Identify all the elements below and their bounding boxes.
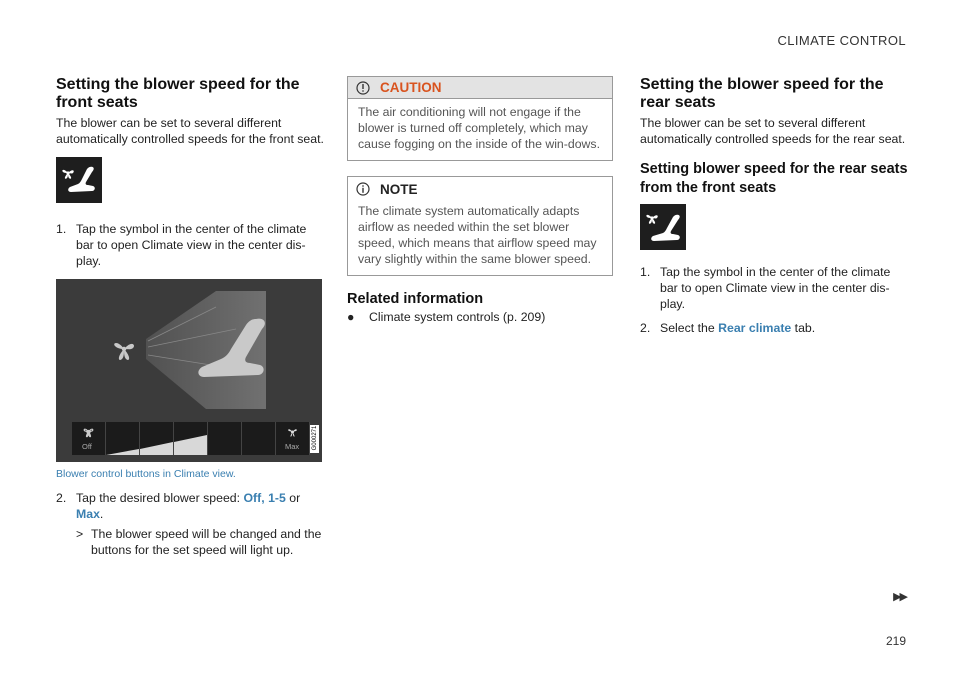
- warning-icon: [356, 81, 370, 95]
- max-highlight: Max: [76, 507, 100, 521]
- note-header: [348, 177, 612, 201]
- bullet-icon: ●: [347, 310, 355, 324]
- middle-column: [347, 76, 613, 325]
- blower-speed-1-button[interactable]: [106, 422, 140, 455]
- blower-off-button[interactable]: [72, 422, 106, 455]
- caution-text: The air conditioning will not engage if the blower is turned off completely, which may cause fogging on the inside of the win-dows.: [358, 105, 600, 151]
- off-label: Off: [82, 442, 92, 451]
- step-text: Tap the desired blower speed:: [76, 491, 244, 505]
- blower-speed-3-button[interactable]: [174, 422, 208, 455]
- blower-speed-4-button[interactable]: [208, 422, 242, 455]
- related-info-title: Related information: [347, 291, 484, 307]
- max-label: Max: [285, 442, 300, 451]
- rear-step-1: [640, 264, 908, 312]
- rear-from-front-subtitle: Setting blower speed for the rear seats from the front seats: [640, 161, 908, 196]
- blower-speed-5-button[interactable]: [242, 422, 276, 455]
- related-link-item[interactable]: [347, 309, 613, 325]
- rear-seat-fan-icon: [640, 204, 686, 250]
- rear-climate-tab-highlight: Rear climate: [718, 321, 792, 335]
- figure-code-tag: [310, 425, 319, 453]
- section-header: CLIMATE CONTROL: [777, 33, 906, 48]
- step-number: 2.: [640, 321, 651, 335]
- right-column: [640, 76, 908, 336]
- caution-header: [348, 77, 612, 99]
- front-seats-intro: The blower can be set to several different automatically controlled speeds for the front seat.: [56, 116, 324, 146]
- related-link-text[interactable]: Climate system controls (p. 209): [369, 310, 546, 324]
- step-number: 2.: [56, 491, 67, 505]
- step-2: [56, 490, 324, 522]
- caution-box: [347, 76, 613, 161]
- step-text: Tap the symbol in the center of the climate bar to open Climate view in the center dis-play.: [76, 222, 307, 268]
- caution-title: CAUTION: [380, 80, 442, 95]
- front-seats-title: Setting the blower speed for the front seats: [56, 76, 300, 111]
- rear-step-2: [640, 320, 908, 336]
- rear-seats-intro: The blower can be set to several different automatically controlled speeds for the rear seat.: [640, 116, 906, 146]
- note-box: [347, 176, 613, 276]
- figure-code: G000271: [312, 425, 318, 451]
- climate-view-figure: [56, 279, 322, 462]
- step-text: Select the: [660, 321, 719, 335]
- rear-seats-title: Setting the blower speed for the rear seats: [640, 76, 884, 111]
- blower-speed-2-button[interactable]: [140, 422, 174, 455]
- page-number: 219: [885, 634, 906, 648]
- note-text: The climate system automatically adapts airflow as needed within the set blower speed, which means that airflow speed may vary slightly within the same blower speed.: [358, 204, 597, 266]
- step-number: 1.: [640, 265, 651, 279]
- info-icon: [356, 182, 370, 196]
- step-text-end: .: [99, 507, 104, 521]
- note-title: NOTE: [380, 181, 418, 197]
- blower-max-button[interactable]: [276, 422, 310, 455]
- step-text-or: or: [285, 491, 301, 505]
- step-text: Tap the symbol in the center of the climate bar to open Climate view in the center dis-play.: [660, 265, 891, 311]
- result-text: The blower speed will be changed and the buttons for the set speed will light up.: [91, 527, 322, 557]
- step-number: 1.: [56, 222, 67, 236]
- result-marker: >: [76, 527, 84, 541]
- next-page-arrows[interactable]: ▶▶: [893, 591, 906, 603]
- step-2-result: [76, 526, 324, 558]
- fan-seat-icon: [56, 157, 102, 203]
- step-1: [56, 221, 324, 269]
- figure-caption: Blower control buttons in Climate view.: [56, 468, 236, 480]
- step-text-end: tab.: [791, 321, 816, 335]
- left-column: [56, 76, 324, 558]
- speed-options-highlight: Off, 1-5: [243, 491, 286, 505]
